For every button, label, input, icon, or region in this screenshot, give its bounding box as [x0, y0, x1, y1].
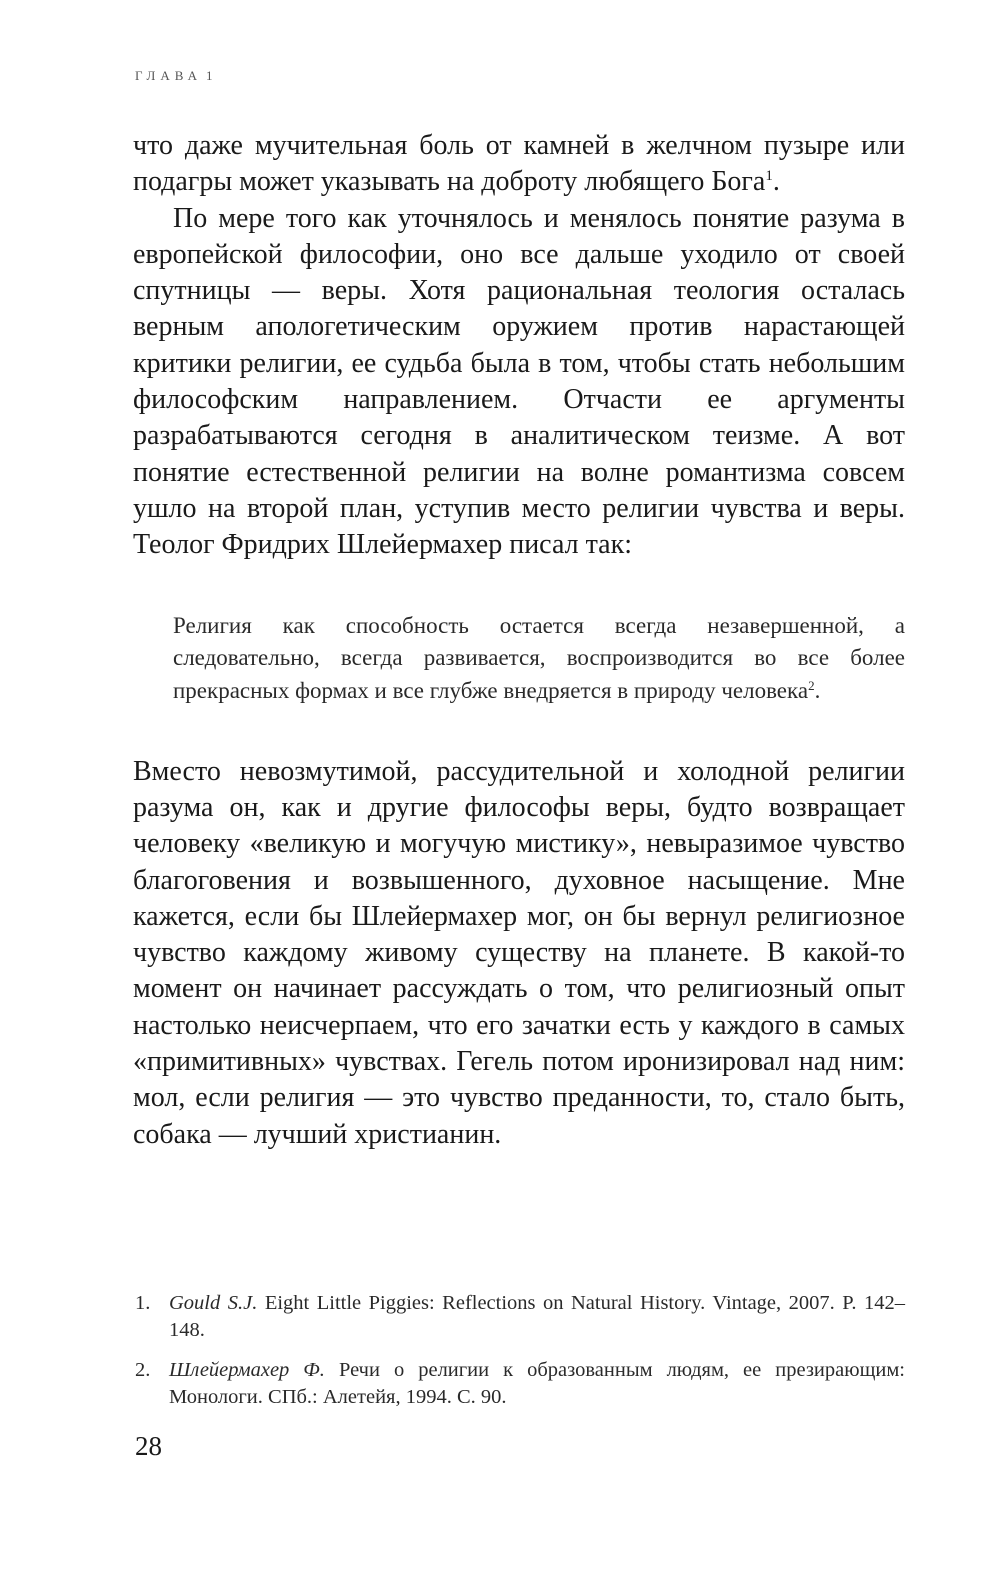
paragraph-1 — [133, 128, 905, 201]
running-head — [135, 68, 212, 84]
block-quote — [173, 610, 905, 708]
chapter-label: ГЛАВА — [135, 68, 202, 83]
footnote-ref-1[interactable]: 1 — [765, 168, 773, 185]
paragraph-3: Вместо невозмутимой, рассудительной и холодной религии разума он, как и другие философы веры, будто возвращает человеку «великую и могучую мистику», невыразимое чувство благоговения и возвышенного, духовное насыщение. Мне кажется, если бы Шлейермахер мог, он бы вернул религиозное чувство каждому живому существу на планете. В какой-то момент он начинает рассуждать о том, что религиозный опыт настолько неисчерпаем, что его зачатки есть у каждого в самых «примитивных» чувствах. Гегель потом иронизировал над ним: мол, если религия — это чувство преданности, то, стало быть, собака — лучший христианин. — [133, 755, 905, 1150]
footnotes — [135, 1290, 905, 1424]
footnote-number: 1. — [135, 1292, 151, 1314]
quote-text: Религия как способность остается всегда незавершенной, а следовательно, всегда развивается, воспроизводится во все более прекрасных формах и все глубже внедряется в природу человека — [173, 612, 905, 703]
footnote-author: Шлейермахер Ф. — [169, 1359, 325, 1381]
paragraph-1-period: . — [772, 166, 780, 198]
footnote-text — [169, 1357, 905, 1411]
paragraph-2: По мере того как уточнялось и менялось понятие разума в европейской философии, оно все дальше уходило от своей спутницы — веры. Хотя рациональная теология осталась верным апологетическим оружием против нарастающей критики религии, ее судьба была в том, чтобы стать небольшим философским направлением. Отчасти ее аргументы разрабатываются сегодня в аналитическом теизме. А вот понятие естественной религии на волне романтизма совсем ушло на второй план, уступив место религии чувства и веры. Теолог Фридрих Шлейермахер писал так: — [133, 202, 905, 561]
footnote-ref-2[interactable]: 2 — [808, 677, 815, 693]
footnote-2 — [135, 1357, 905, 1411]
footnote-citation: Eight Little Piggies: Reflections on Natural History. Vintage, 2007. P. 142–148. — [169, 1292, 905, 1341]
quote-period: . — [814, 677, 821, 703]
footnote-author: Gould S.J. — [169, 1292, 258, 1314]
page-number: 28 — [135, 1431, 162, 1461]
footnote-number: 2. — [135, 1359, 151, 1381]
footnote-text — [169, 1290, 905, 1344]
paragraph-1-text: что даже мучительная боль от камней в желчном пузыре или подагры может указывать на доброту любящего Бога — [133, 130, 905, 198]
main-text — [133, 128, 905, 1153]
footnote-citation: Речи о религии к образованным людям, ее презирающим: Монологи. СПб.: Алетейя, 1994. С. 90. — [169, 1359, 905, 1408]
chapter-number: 1 — [205, 68, 213, 83]
footnote-1 — [135, 1290, 905, 1344]
